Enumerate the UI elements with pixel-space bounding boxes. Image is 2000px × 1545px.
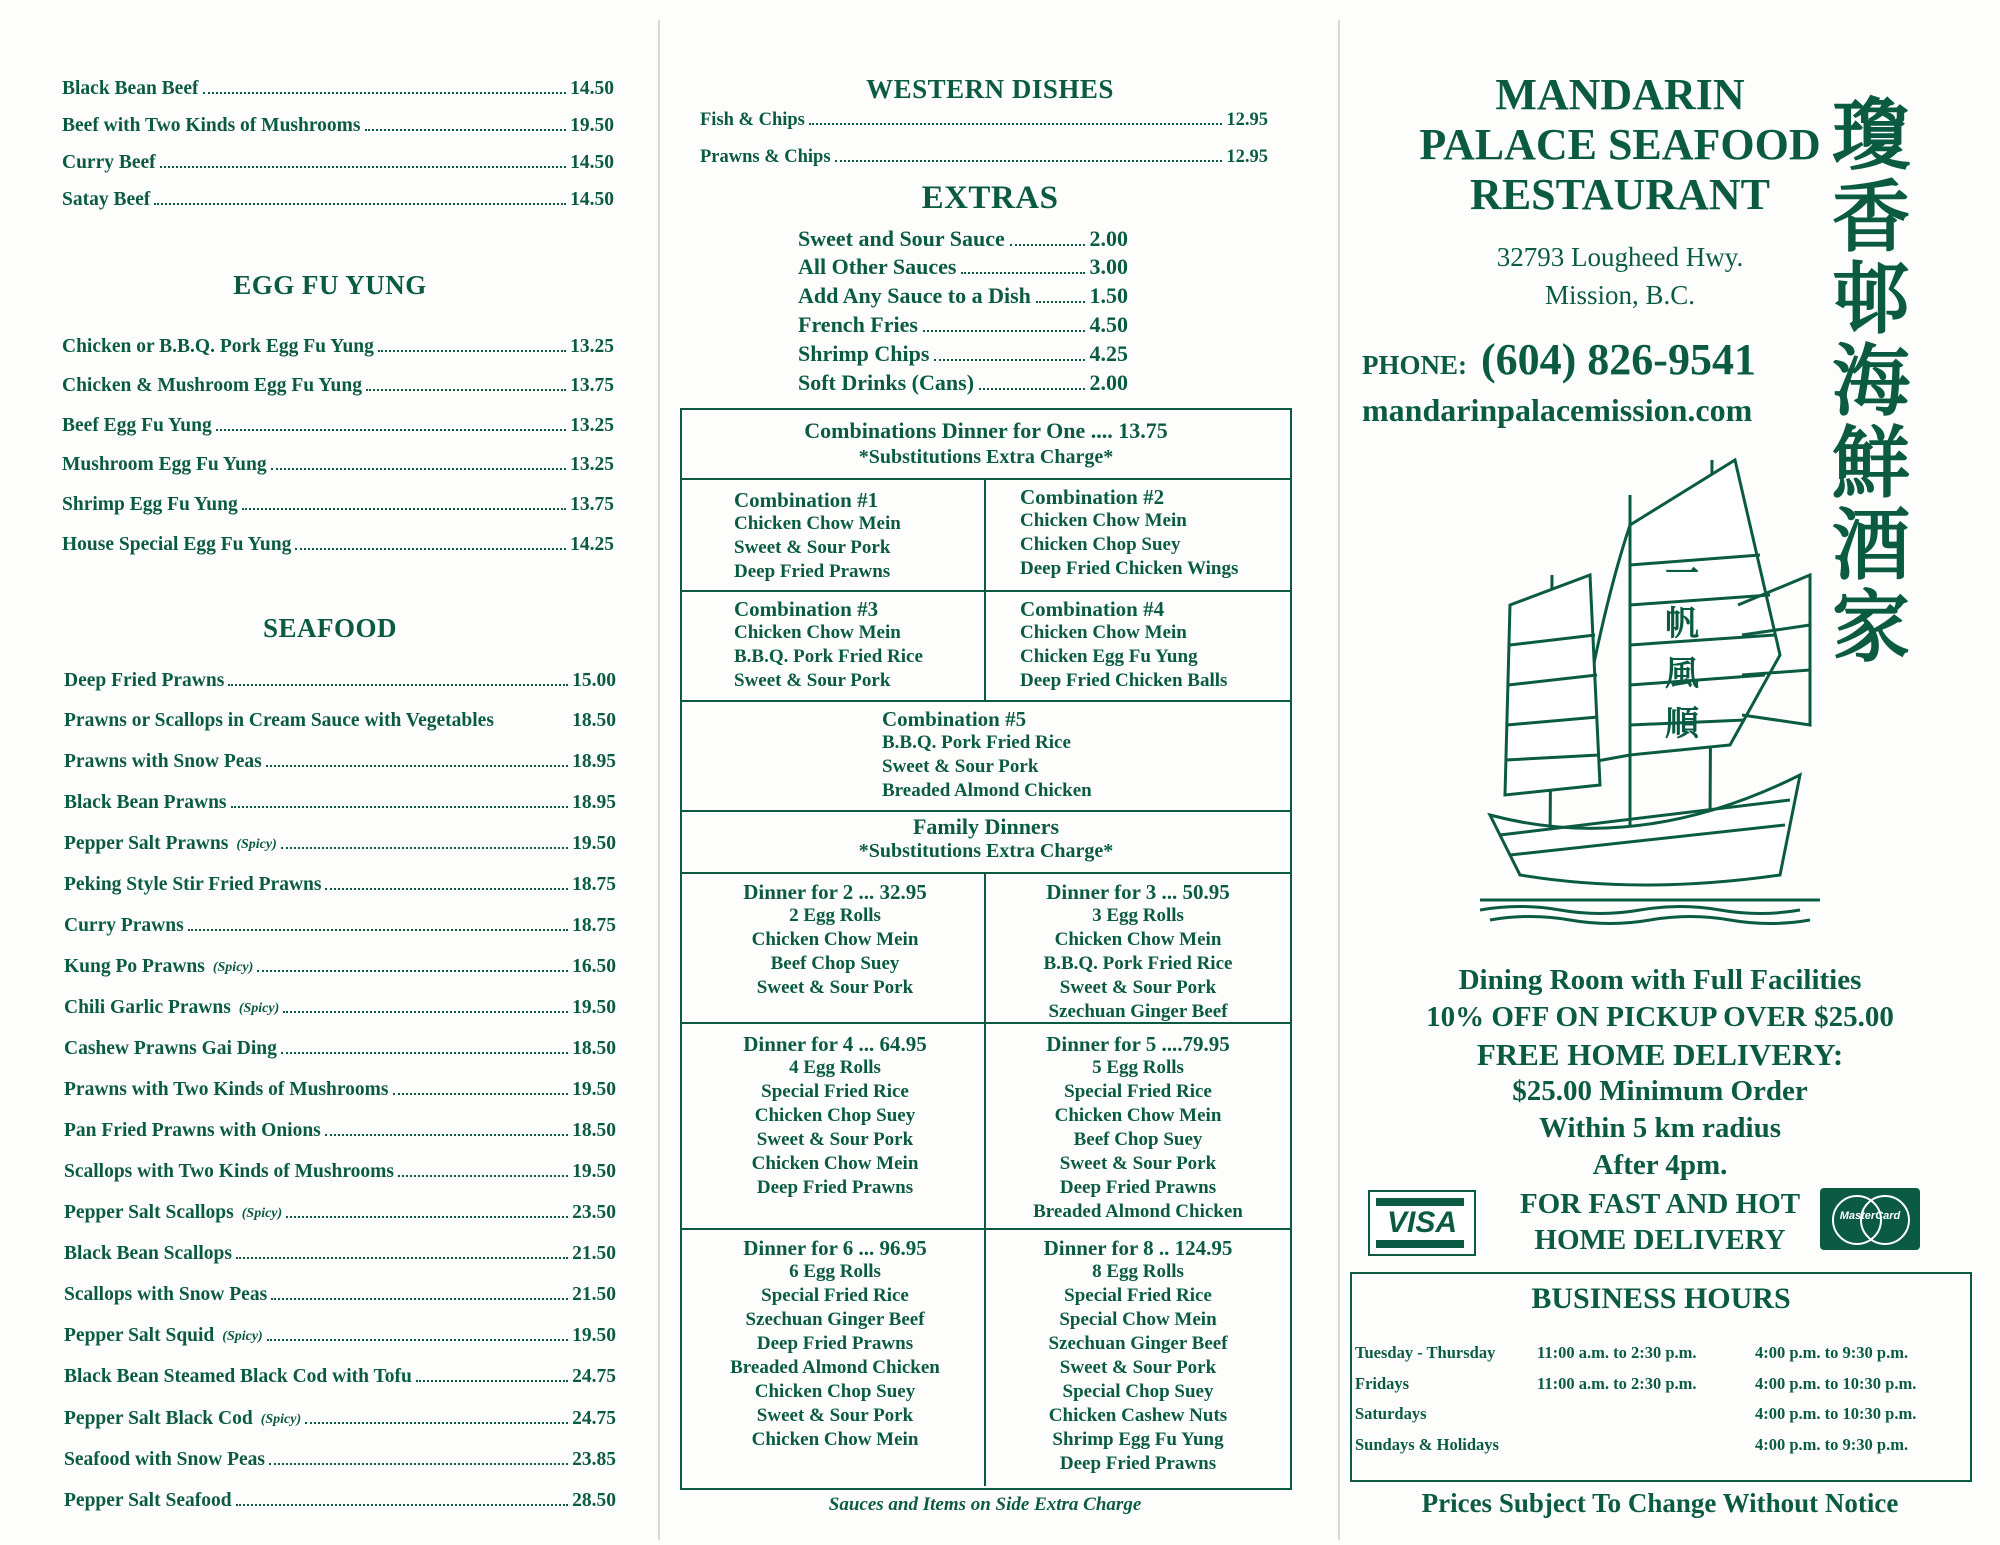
menu-item: Beef Egg Fu Yung 13.25	[62, 415, 614, 436]
menu-item: Seafood with Snow Peas 23.85	[64, 1449, 616, 1470]
menu-item: Fish & Chips 12.95	[700, 110, 1268, 130]
extra-item: Sweet and Sour Sauce 2.00	[798, 226, 1128, 251]
phone-number: (604) 826-9541	[1481, 335, 1756, 384]
menu-item: Curry Beef 14.50	[62, 152, 614, 173]
extra-item: Soft Drinks (Cans) 2.00	[798, 370, 1128, 395]
combo-2: Combination #2 Chicken Chow Mein Chicken Chop Suey Deep Fried Chicken Wings	[1020, 485, 1239, 579]
sail-char: 帆	[1665, 604, 1699, 644]
menu-item: Prawns with Two Kinds of Mushrooms 19.50	[64, 1079, 616, 1100]
left-panel	[0, 0, 660, 1545]
mastercard-logo: MasterCard	[1820, 1188, 1920, 1250]
menu-item: Chicken & Mushroom Egg Fu Yung 13.75	[62, 375, 614, 396]
menu-item: Beef with Two Kinds of Mushrooms 19.50	[62, 115, 614, 136]
address: 32793 Lougheed Hwy. Mission, B.C.	[1496, 242, 1744, 310]
right-panel: MANDARIN PALACE SEAFOOD RESTAURANT 瓊 香 邨 海 鮮 酒 家 32793 Lougheed Hwy. Mission, B.C. PHONE: (604) 826-9541 mandarinpalacemission.com 一 帆 風 順 Dining Room with Full Facilities 10% OFF ON PICKUP OVER $25.00 FREE HOME DELIVERY: $25.00 Minimum Order Within 5 km radius After 4pm. VISA FOR FAST AND HOT HOME DELIVERY MasterCard BUSINESS HOURS Tuesday - Thursday 11:00 a.m. to 2:30 p.m. 4:00 p.m. to 9:30 p.m. Fridays 11:00 a.m. to 2:30 p.m. 4:00 p.m. to 10:30 p.m. Saturdays 4:00 p.m. to 10:30 p.m. Sundays & Holidays 4:00 p.m. to 9:30 p.m. Prices Subject To Change Without Notice	[1320, 0, 2000, 1545]
menu-item: Pepper Salt Seafood 28.50	[64, 1490, 616, 1511]
sail-char: 一	[1665, 554, 1699, 594]
menu-item: Pan Fried Prawns with Onions 18.50	[64, 1120, 616, 1141]
family-dinner-2: Dinner for 2 ... 32.95 2 Egg Rolls Chicken Chow Mein Beef Chop Suey Sweet & Sour Pork	[743, 880, 927, 998]
menu-item: Black Bean Scallops 21.50	[64, 1243, 616, 1264]
menu-item: Shrimp Egg Fu Yung 13.75	[62, 494, 614, 515]
junk-ship-illustration	[1480, 455, 1820, 925]
restaurant-name: MANDARIN PALACE SEAFOOD RESTAURANT	[1419, 70, 1821, 219]
menu-item: Pepper Salt Scallops (Spicy) 23.50	[64, 1202, 616, 1223]
menu-item: Satay Beef 14.50	[62, 189, 614, 210]
menu-item: Mushroom Egg Fu Yung 13.25	[62, 454, 614, 475]
family-dinner-5: Dinner for 5 ....79.95 5 Egg Rolls Special Fried Rice Chicken Chow Mein Beef Chop Suey Sweet & Sour Pork Deep Fried Prawns Breaded Almond Chicken	[1033, 1032, 1243, 1222]
combo-1: Combination #1 Chicken Chow Mein Sweet & Sour Pork Deep Fried Prawns	[734, 488, 901, 582]
menu-item: Prawns or Scallops in Cream Sauce with Vegetables 18.50	[64, 710, 616, 731]
menu-item: Cashew Prawns Gai Ding 18.50	[64, 1038, 616, 1059]
sail-char: 風	[1665, 654, 1699, 694]
menu-item: Scallops with Two Kinds of Mushrooms 19.50	[64, 1161, 616, 1182]
menu-item: Chili Garlic Prawns (Spicy) 19.50	[64, 997, 616, 1018]
website: mandarinpalacemission.com	[1362, 392, 1753, 428]
section-title-egg-fu-yung: EGG FU YUNG	[233, 270, 427, 300]
menu-item: House Special Egg Fu Yung 14.25	[62, 534, 614, 555]
extra-item: Shrimp Chips 4.25	[798, 341, 1128, 366]
promo-text: Dining Room with Full Facilities 10% OFF ON PICKUP OVER $25.00 FREE HOME DELIVERY: $25.00 Minimum Order Within 5 km radius After 4pm.	[1426, 964, 1894, 1181]
extra-item: All Other Sauces 3.00	[798, 254, 1128, 279]
menu-item: Black Bean Beef 14.50	[62, 78, 614, 99]
family-dinner-3: Dinner for 3 ... 50.95 3 Egg Rolls Chicken Chow Mein B.B.Q. Pork Fried Rice Sweet & Sour Pork Szechuan Ginger Beef	[1043, 880, 1233, 1022]
middle-panel	[660, 0, 1320, 1545]
menu-item: Prawns & Chips 12.95	[700, 147, 1268, 167]
section-title-extras: EXTRAS	[921, 180, 1059, 216]
business-hours-title: BUSINESS HOURS	[1531, 1282, 1791, 1315]
chinese-name: 瓊 香 邨 海 鮮 酒 家	[1831, 92, 1910, 671]
combo-4: Combination #4 Chicken Chow Mein Chicken Egg Fu Yung Deep Fried Chicken Balls	[1020, 597, 1228, 691]
family-dinner-4: Dinner for 4 ... 64.95 4 Egg Rolls Special Fried Rice Chicken Chop Suey Sweet & Sour Pork Chicken Chow Mein Deep Fried Prawns	[743, 1032, 927, 1198]
section-title-western: WESTERN DISHES	[866, 74, 1114, 104]
combo-5: Combination #5 B.B.Q. Pork Fried Rice Sweet & Sour Pork Breaded Almond Chicken	[882, 707, 1092, 801]
menu-item: Black Bean Steamed Black Cod with Tofu 24.75	[64, 1366, 616, 1387]
menu-item: Peking Style Stir Fried Prawns 18.75	[64, 874, 616, 895]
sail-char: 順	[1665, 704, 1699, 744]
combinations-box	[680, 408, 1292, 1490]
menu-item: Pepper Salt Black Cod (Spicy) 24.75	[64, 1408, 616, 1429]
visa-logo: VISA	[1368, 1190, 1476, 1256]
extra-item: French Fries 4.50	[798, 312, 1128, 337]
family-dinner-8: Dinner for 8 .. 124.95 8 Egg Rolls Special Fried Rice Special Chow Mein Szechuan Ginger Beef Sweet & Sour Pork Special Chop Suey Chicken Cashew Nuts Shrimp Egg Fu Yung Deep Fried Prawns	[1043, 1236, 1233, 1474]
phone-line	[1362, 334, 1756, 385]
combo-3: Combination #3 Chicken Chow Mein B.B.Q. Pork Fried Rice Sweet & Sour Pork	[734, 597, 923, 691]
price-disclaimer: Prices Subject To Change Without Notice	[1421, 1488, 1899, 1518]
menu-item: Chicken or B.B.Q. Pork Egg Fu Yung 13.25	[62, 336, 614, 357]
menu-item: Kung Po Prawns (Spicy) 16.50	[64, 956, 616, 977]
phone-label: PHONE:	[1362, 350, 1467, 380]
combo-header-title: Combinations Dinner for One .... 13.75	[804, 418, 1168, 443]
menu-item: Pepper Salt Prawns (Spicy) 19.50	[64, 833, 616, 854]
menu-item: Black Bean Prawns 18.95	[64, 792, 616, 813]
family-header-title: Family Dinners	[912, 814, 1060, 839]
menu-item: Deep Fried Prawns 15.00	[64, 670, 616, 691]
fast-delivery-text: FOR FAST AND HOT HOME DELIVERY	[1519, 1188, 1801, 1256]
menu-item: Scallops with Snow Peas 21.50	[64, 1284, 616, 1305]
family-dinner-6: Dinner for 6 ... 96.95 6 Egg Rolls Special Fried Rice Szechuan Ginger Beef Deep Fried Prawns Breaded Almond Chicken Chicken Chop Suey Sweet & Sour Pork Chicken Chow Mein	[730, 1236, 940, 1450]
side-items-note: Sauces and Items on Side Extra Charge	[828, 1494, 1142, 1515]
menu-item: Pepper Salt Squid (Spicy) 19.50	[64, 1325, 616, 1346]
combo-header-note: *Substitutions Extra Charge*	[858, 446, 1114, 468]
menu-item: Curry Prawns 18.75	[64, 915, 616, 936]
section-title-seafood: SEAFOOD	[262, 613, 398, 643]
menu-item: Prawns with Snow Peas 18.95	[64, 751, 616, 772]
extra-item: Add Any Sauce to a Dish 1.50	[798, 283, 1128, 308]
family-header-note: *Substitutions Extra Charge*	[858, 840, 1114, 862]
